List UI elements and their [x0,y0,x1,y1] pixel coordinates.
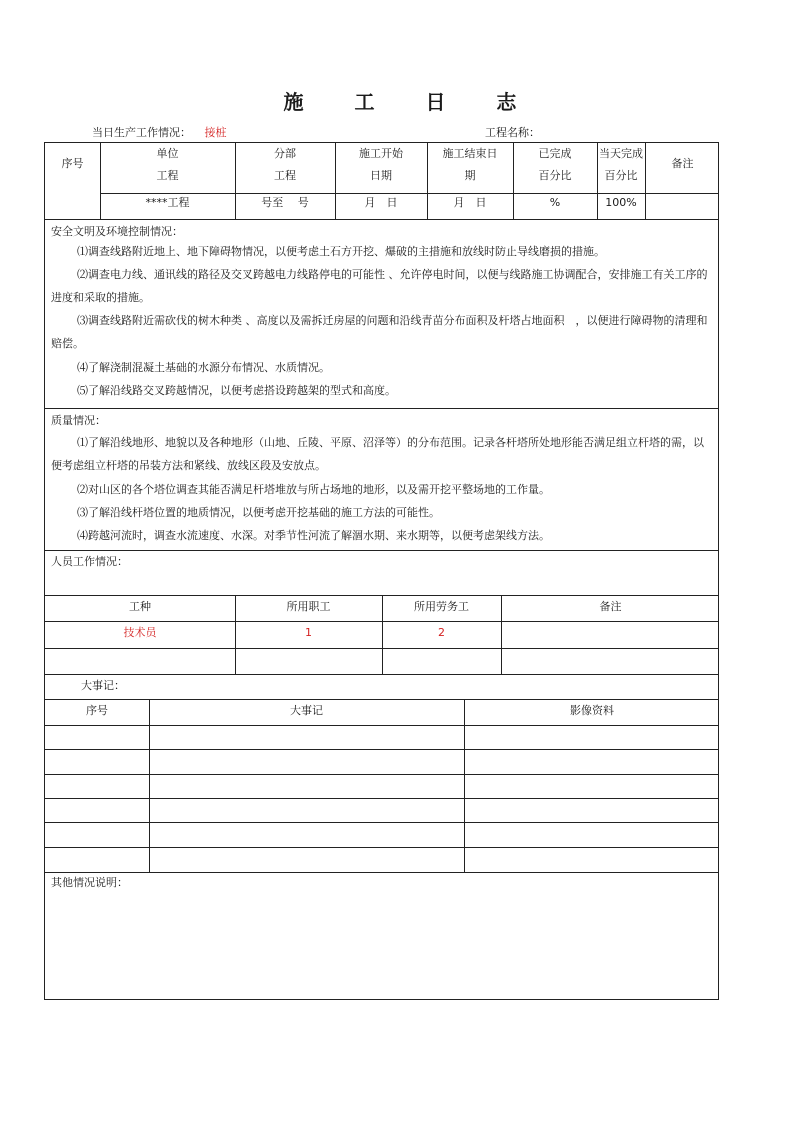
col-note-header: 备注 [671,157,694,170]
work-status-label: 当日生产工作情况： [92,126,191,139]
col-today-header-1: 当天完成 [599,147,643,160]
other-heading: 其他情况说明： [51,876,128,889]
quality-item: ⑵对山区的各个塔位调查其能否满足杆塔堆放与所占场地的地形，以及需开挖平整场地的工作量。 [77,483,550,496]
other-section [44,872,719,1000]
col-sub-header-1: 分部 [274,147,296,160]
events-col-media-header: 影像资料 [570,704,614,717]
col-done-header-2: 百分比 [538,169,572,182]
col-staff-header: 所用职工 [286,600,331,613]
col-unit-header-2: 工程 [156,169,179,182]
col-end-header-1: 施工结束日 [442,147,498,160]
project-table [44,142,719,220]
row-unit-value: ****工程 [145,196,190,209]
col-sub-header-2: 工程 [274,169,296,182]
row-start-value: 月 日 [364,196,398,209]
row-done-value: % [549,196,561,209]
col-end-header-2: 期 [464,169,476,182]
events-heading: 大事记： [81,679,125,692]
quality-item: ⑴了解沿线地形、地貌以及各种地形（山地、丘陵、平原、沼泽等）的分布范围。记录各杆塔所处地形能否满足组立杆塔的需，以便考虑组立杆塔的吊装方法和紧线、放线区段及安放点。 [51,436,704,472]
col-unit-header-1: 单位 [156,147,179,160]
quality-item: ⑶了解沿线杆塔位置的地质情况，以便考虑开挖基础的施工方法的可能性。 [77,506,440,519]
safety-item: ⑶调查线路附近需砍伐的树木种类 、高度以及需拆迁房屋的问题和沿线青苗分布面积及杆塔占地面积 ，以便进行障碍物的清理和赔偿。 [51,314,708,350]
row-end-value: 月 日 [453,196,487,209]
col-today-header-2: 百分比 [604,169,638,182]
row-labor-value: 2 [438,626,445,639]
personnel-section [44,550,719,675]
quality-item: ⑷跨越河流时，调查水流速度、水深。对季节性河流了解涸水期、来水期等，以便考虑架线方法。 [77,529,550,542]
personnel-heading: 人员工作情况： [51,555,128,568]
col-type-header: 工种 [129,600,151,613]
page-title: 施 工 日 志 [283,90,539,114]
work-status-line [92,124,227,140]
row-type-value: 技术员 [123,626,157,639]
col-start-header-1: 施工开始 [359,147,403,160]
events-section [44,674,719,873]
row-today-value: 100% [605,196,637,209]
col-note-header: 备注 [599,600,622,613]
safety-item: ⑵调查电力线、通讯线的路径及交叉跨越电力线路停电的可能性 、允许停电时间，以便与线路施工协调配合，安排施工有关工序的进度和采取的措施。 [51,268,708,304]
safety-item: ⑸了解沿线路交叉跨越情况，以便考虑搭设跨越架的型式和高度。 [77,384,396,397]
quality-heading: 质量情况： [51,414,106,427]
col-start-header-2: 日期 [370,169,392,182]
safety-item: ⑴调查线路附近地上、地下障碍物情况，以便考虑土石方开挖、爆破的主措施和放线时防止导线磨损的措施。 [77,245,605,258]
col-labor-header: 所用劳务工 [414,600,469,613]
safety-item: ⑷了解浇制混凝土基础的水源分布情况、水质情况。 [77,361,330,374]
work-status-value: 接桩 [204,126,227,139]
events-col-seq-header: 序号 [86,704,108,717]
col-seq-header: 序号 [61,157,84,170]
safety-heading: 安全文明及环境控制情况： [51,225,183,238]
row-sub-value: 号至 号 [261,196,309,209]
quality-section [44,408,719,551]
project-name-label: 工程名称： [485,126,540,139]
events-col-event-header: 大事记 [290,704,323,717]
safety-section [44,219,719,409]
col-done-header-1: 已完成 [538,147,572,160]
row-staff-value: 1 [305,626,312,639]
